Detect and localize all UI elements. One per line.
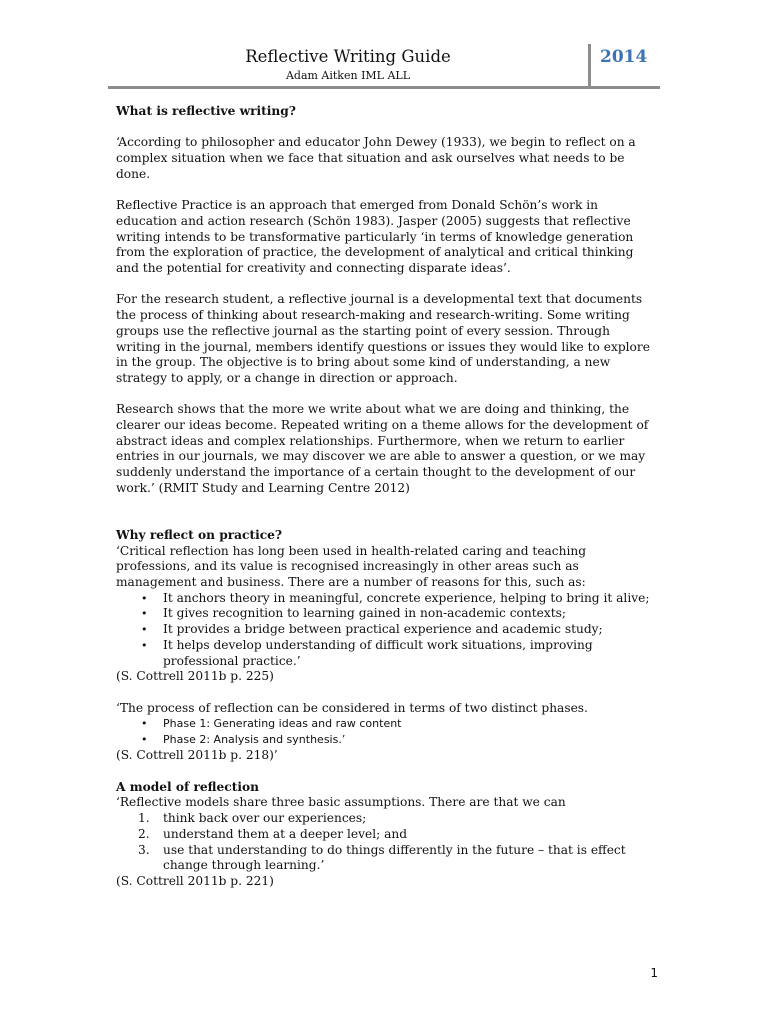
- list-text: use that understanding to do things differently in the future – that is effect change through learning.’: [163, 842, 626, 873]
- list-item: [138, 842, 656, 874]
- document-author: Adam Aitken IML ALL: [285, 69, 411, 82]
- citation: (S. Cottrell 2011b p. 225): [116, 669, 274, 684]
- paragraph: ‘Critical reflection has long been used in health-related caring and teaching professions, and its value is recognised increasingly in other areas such as management and business. There are a number of reasons for this, such as:: [116, 543, 587, 589]
- list-item: • Phase 1: Generating ideas and raw content: [163, 716, 656, 732]
- paragraph: ‘The process of reflection can be considered in terms of two distinct phases.: [116, 700, 588, 715]
- list-item: • Phase 2: Analysis and synthesis.’: [163, 732, 656, 748]
- paragraph: ‘According to philosopher and educator John Dewey (1933), we begin to reflect on a complex situation when we face that situation and ask ourselves what needs to be done.: [116, 135, 636, 181]
- list-number: 3.: [138, 842, 150, 857]
- document-title: Reflective Writing Guide: [245, 47, 451, 66]
- list-text: think back over our experiences;: [163, 811, 367, 826]
- paragraph: Research shows that the more we write about what we are doing and thinking, the clearer our ideas become. Repeated writing on a theme allows for the development of abstract ideas and complex relationships. Furthermore, when we return to earlier entries in our journals, we may discover we are able to answer a question, or we may suddenly understand the importance of a certain thought to the development of our work.’ (RMIT Study and Learning Centre 2012): [116, 402, 649, 495]
- document-body: [116, 104, 656, 890]
- assumptions-list: [116, 811, 656, 874]
- list-text: understand them at a deeper level; and: [163, 826, 407, 841]
- header-horizontal-rule: [108, 86, 660, 89]
- section-heading-what: What is reflective writing?: [116, 104, 296, 118]
- list-item: • It anchors theory in meaningful, concrete experience, helping to bring it alive;: [163, 591, 656, 607]
- list-number: 1.: [138, 811, 150, 826]
- citation: (S. Cottrell 2011b p. 221): [116, 873, 274, 888]
- paragraph: ‘Reflective models share three basic assumptions. There are that we can: [116, 795, 566, 810]
- section-heading-why: Why reflect on practice?: [116, 527, 283, 542]
- phases-list: [116, 716, 656, 748]
- list-item: • It gives recognition to learning gained in non-academic contexts;: [163, 606, 656, 622]
- section-heading-model: A model of reflection: [116, 779, 259, 794]
- header-vertical-rule: [588, 44, 591, 87]
- paragraph: Reflective Practice is an approach that emerged from Donald Schön’s work in education and action research (Schön 1983). Jasper (2005) suggests that reflective writing intends to be transformative particularly ‘in terms of knowledge generation from the exploration of practice, the development of analytical and critical thinking and the potential for creativity and connecting disparate ideas’.: [116, 198, 634, 275]
- list-number: 2.: [138, 826, 150, 841]
- paragraph: For the research student, a reflective journal is a developmental text that documents the process of thinking about research-making and research-writing. Some writing groups use the reflective journal as the starting point of every session. Through writing in the journal, members identify questions or issues they would like to explore in the group. The objective is to bring about some kind of understanding, a new strategy to apply, or a change in direction or approach.: [116, 292, 650, 385]
- list-item: • It helps develop understanding of difficult work situations, improving professional practice.’: [163, 638, 656, 669]
- reasons-list: [116, 591, 656, 670]
- page-number: 1: [650, 966, 658, 980]
- page-header: [108, 44, 660, 88]
- document-year: 2014: [600, 47, 648, 67]
- list-item: [138, 826, 656, 843]
- citation: (S. Cottrell 2011b p. 218)’: [116, 748, 278, 763]
- list-item: [138, 811, 656, 827]
- list-item: • It provides a bridge between practical experience and academic study;: [163, 622, 656, 638]
